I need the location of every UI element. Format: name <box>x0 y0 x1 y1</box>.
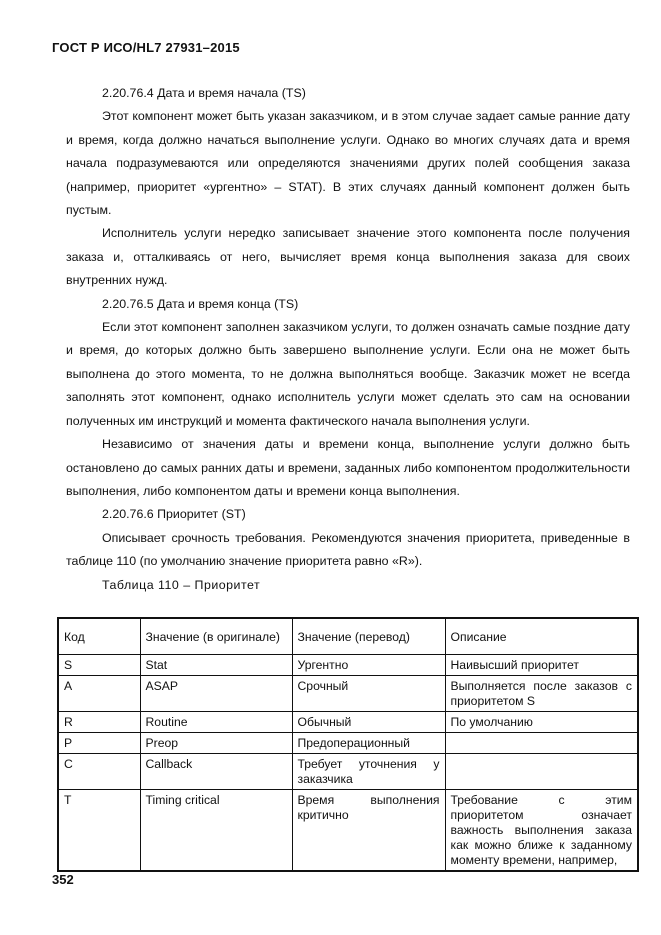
page-number: 352 <box>52 872 74 887</box>
table-cell: Обычный <box>292 712 445 733</box>
table-cell: Stat <box>140 655 292 676</box>
table-caption: Таблица 110 – Приоритет <box>102 577 261 592</box>
table-cell: Preop <box>140 733 292 754</box>
column-header-original: Значение (в оригинале) <box>140 618 292 655</box>
table-cell: Требование с этим приоритетом означает важность выполнения заказа как можно ближе к заданному моменту времени, например, <box>445 790 638 872</box>
table-cell: По умолчанию <box>445 712 638 733</box>
table-cell: C <box>58 754 140 790</box>
section-heading-priority: 2.20.76.6 Приоритет (ST) <box>102 507 246 522</box>
paragraph: Описывает срочность требования. Рекомендуются значения приоритета, приведенные в таблице 110 (по умолчанию значение приоритета равно «R»). <box>66 530 630 569</box>
table-cell: Timing critical <box>140 790 292 872</box>
paragraph: Исполнитель услуги нередко записывает значение этого компонента после получения заказа и, отталкиваясь от него, вычисляет время конца выполнения заказа для своих внутренних нужд. <box>66 226 630 288</box>
section-heading-end-time: 2.20.76.5 Дата и время конца (TS) <box>102 296 299 311</box>
table-cell: P <box>58 733 140 754</box>
paragraph: Независимо от значения даты и времени конца, выполнение услуги должно быть остановлено до самых ранних даты и времени, заданных либо компонентом продолжительности выполнения, либо компонентом даты и времени конца выполнения. <box>66 437 630 498</box>
column-header-description: Описание <box>445 618 638 655</box>
table-cell: Наивысший приоритет <box>445 655 638 676</box>
table-cell: Предоперационный <box>292 733 445 754</box>
table-cell: Callback <box>140 754 292 790</box>
table-cell: T <box>58 790 140 872</box>
table-cell: Время выполнения критично <box>292 790 445 872</box>
column-header-code: Код <box>58 618 140 655</box>
table-header-row <box>58 618 638 655</box>
table-row <box>58 676 638 712</box>
table-cell <box>445 733 638 754</box>
section-heading-start-time: 2.20.76.4 Дата и время начала (TS) <box>102 86 306 100</box>
table-cell: A <box>58 676 140 712</box>
table-row <box>58 790 638 872</box>
table-cell: R <box>58 712 140 733</box>
paragraph: Если этот компонент заполнен заказчиком услуги, то должен означать самые поздние дату и время, до которых должно быть завершено выполнение услуги. Если она не может быть выполнена до этого момента, то не должна выполняться вообще. Заказчик может не всегда заполнять этот компонент, однако исполнитель услуги может сделать это сам на основании полученных им инструкций и момента фактического начала выполнения услуги. <box>66 320 630 428</box>
priority-table <box>57 617 639 872</box>
table-cell <box>445 754 638 790</box>
table-cell: ASAP <box>140 676 292 712</box>
table-cell: Выполняется после заказов с приоритетом S <box>445 676 638 712</box>
column-header-translation: Значение (перевод) <box>292 618 445 655</box>
table-row <box>58 712 638 733</box>
document-body <box>66 82 630 597</box>
document-header: ГОСТ Р ИСО/HL7 27931–2015 <box>52 40 240 55</box>
table-cell: S <box>58 655 140 676</box>
table-row <box>58 754 638 790</box>
table-cell: Срочный <box>292 676 445 712</box>
paragraph: Этот компонент может быть указан заказчиком, и в этом случае задает самые ранние дату и время, когда должно начаться выполнение услуги. Однако во многих случаях дата и время начала подразумеваются или определяются значениями других полей сообщения заказа (например, приоритет «ургентно» – STAT). В этих случаях данный компонент должен быть пустым. <box>66 109 630 218</box>
table-cell: Ургентно <box>292 655 445 676</box>
table-cell: Routine <box>140 712 292 733</box>
table-row <box>58 733 638 754</box>
table-row <box>58 655 638 676</box>
table-cell: Требует уточнения у заказчика <box>292 754 445 790</box>
